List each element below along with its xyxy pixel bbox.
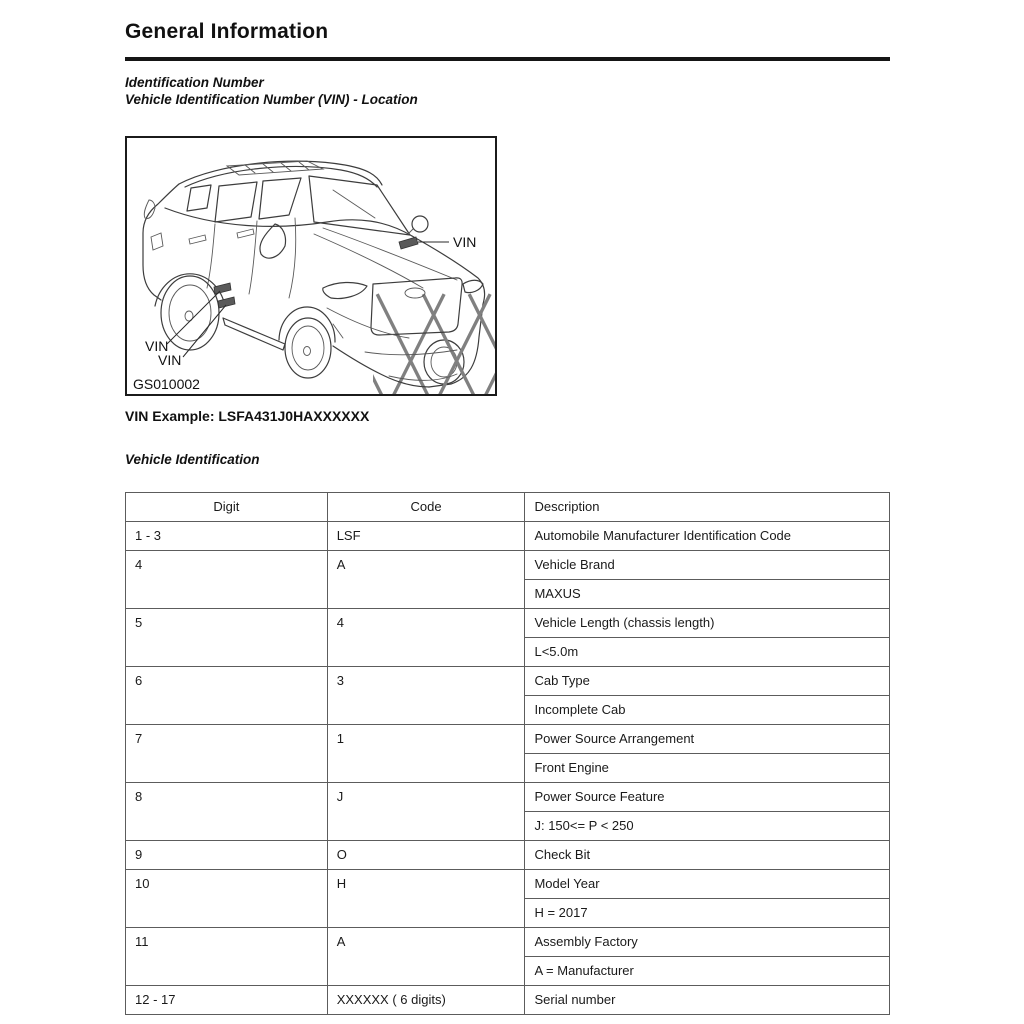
manual-page xyxy=(125,0,890,1015)
description-cell: Power Source Feature xyxy=(525,782,890,811)
topic-title: Vehicle Identification Number (VIN) - Location xyxy=(125,91,418,107)
vehicle-identification-table xyxy=(125,492,890,1015)
column-header-digit: Digit xyxy=(126,492,328,521)
vin-example: VIN Example: LSFA431J0HAXXXXXX xyxy=(125,408,370,424)
description-cell: Front Engine xyxy=(525,753,890,782)
description-cell: Model Year xyxy=(525,869,890,898)
description-cell: MAXUS xyxy=(525,579,890,608)
code-cell: O xyxy=(327,840,525,869)
description-cell: Check Bit xyxy=(525,840,890,869)
description-cell: Vehicle Length (chassis length) xyxy=(525,608,890,637)
digit-cell: 6 xyxy=(126,666,328,724)
digit-cell: 12 - 17 xyxy=(126,985,328,1014)
column-header-description: Description xyxy=(525,492,890,521)
table-row xyxy=(126,608,890,637)
code-cell: 3 xyxy=(327,666,525,724)
page-title: General Information xyxy=(125,20,329,43)
table-header-row xyxy=(126,492,890,521)
door-vin-sticker-lower xyxy=(218,297,235,308)
digit-cell: 8 xyxy=(126,782,328,840)
description-cell: Automobile Manufacturer Identification Code xyxy=(525,521,890,550)
code-cell: LSF xyxy=(327,521,525,550)
description-cell: Serial number xyxy=(525,985,890,1014)
digit-cell: 4 xyxy=(126,550,328,608)
code-cell: XXXXXX ( 6 digits) xyxy=(327,985,525,1014)
description-cell: J: 150<= P < 250 xyxy=(525,811,890,840)
windshield-vin-plate xyxy=(399,237,418,249)
table-row xyxy=(126,724,890,753)
digit-cell: 10 xyxy=(126,869,328,927)
vin-location-figure xyxy=(125,136,497,396)
code-cell: A xyxy=(327,550,525,608)
description-cell: Cab Type xyxy=(525,666,890,695)
digit-cell: 1 - 3 xyxy=(126,521,328,550)
subsection-title: Identification Number xyxy=(125,75,264,90)
table-row xyxy=(126,550,890,579)
description-cell: Power Source Arrangement xyxy=(525,724,890,753)
door-vin-sticker-upper xyxy=(214,283,231,294)
digit-cell: 11 xyxy=(126,927,328,985)
code-cell: J xyxy=(327,782,525,840)
vin-callout-windshield: VIN xyxy=(453,234,477,250)
digit-cell: 9 xyxy=(126,840,328,869)
table-row xyxy=(126,869,890,898)
code-cell: 1 xyxy=(327,724,525,782)
description-cell: A = Manufacturer xyxy=(525,956,890,985)
table-row xyxy=(126,840,890,869)
vin-callout-door-upper: VIN xyxy=(145,338,169,354)
table-row xyxy=(126,782,890,811)
description-cell: Assembly Factory xyxy=(525,927,890,956)
suv-line-drawing xyxy=(127,138,495,394)
description-cell: H = 2017 xyxy=(525,898,890,927)
digit-cell: 5 xyxy=(126,608,328,666)
table-row xyxy=(126,927,890,956)
digit-cell: 7 xyxy=(126,724,328,782)
table-row xyxy=(126,521,890,550)
column-header-code: Code xyxy=(327,492,525,521)
description-cell: Vehicle Brand xyxy=(525,550,890,579)
code-cell: A xyxy=(327,927,525,985)
description-cell: Incomplete Cab xyxy=(525,695,890,724)
title-rule xyxy=(125,57,890,61)
code-cell: H xyxy=(327,869,525,927)
table-row xyxy=(126,985,890,1014)
description-cell: L<5.0m xyxy=(525,637,890,666)
figure-code: GS010002 xyxy=(133,376,200,392)
table-section-title: Vehicle Identification xyxy=(125,452,260,467)
code-cell: 4 xyxy=(327,608,525,666)
table-row xyxy=(126,666,890,695)
vin-callout-door-lower: VIN xyxy=(158,352,182,368)
section-heading-block xyxy=(125,75,890,108)
